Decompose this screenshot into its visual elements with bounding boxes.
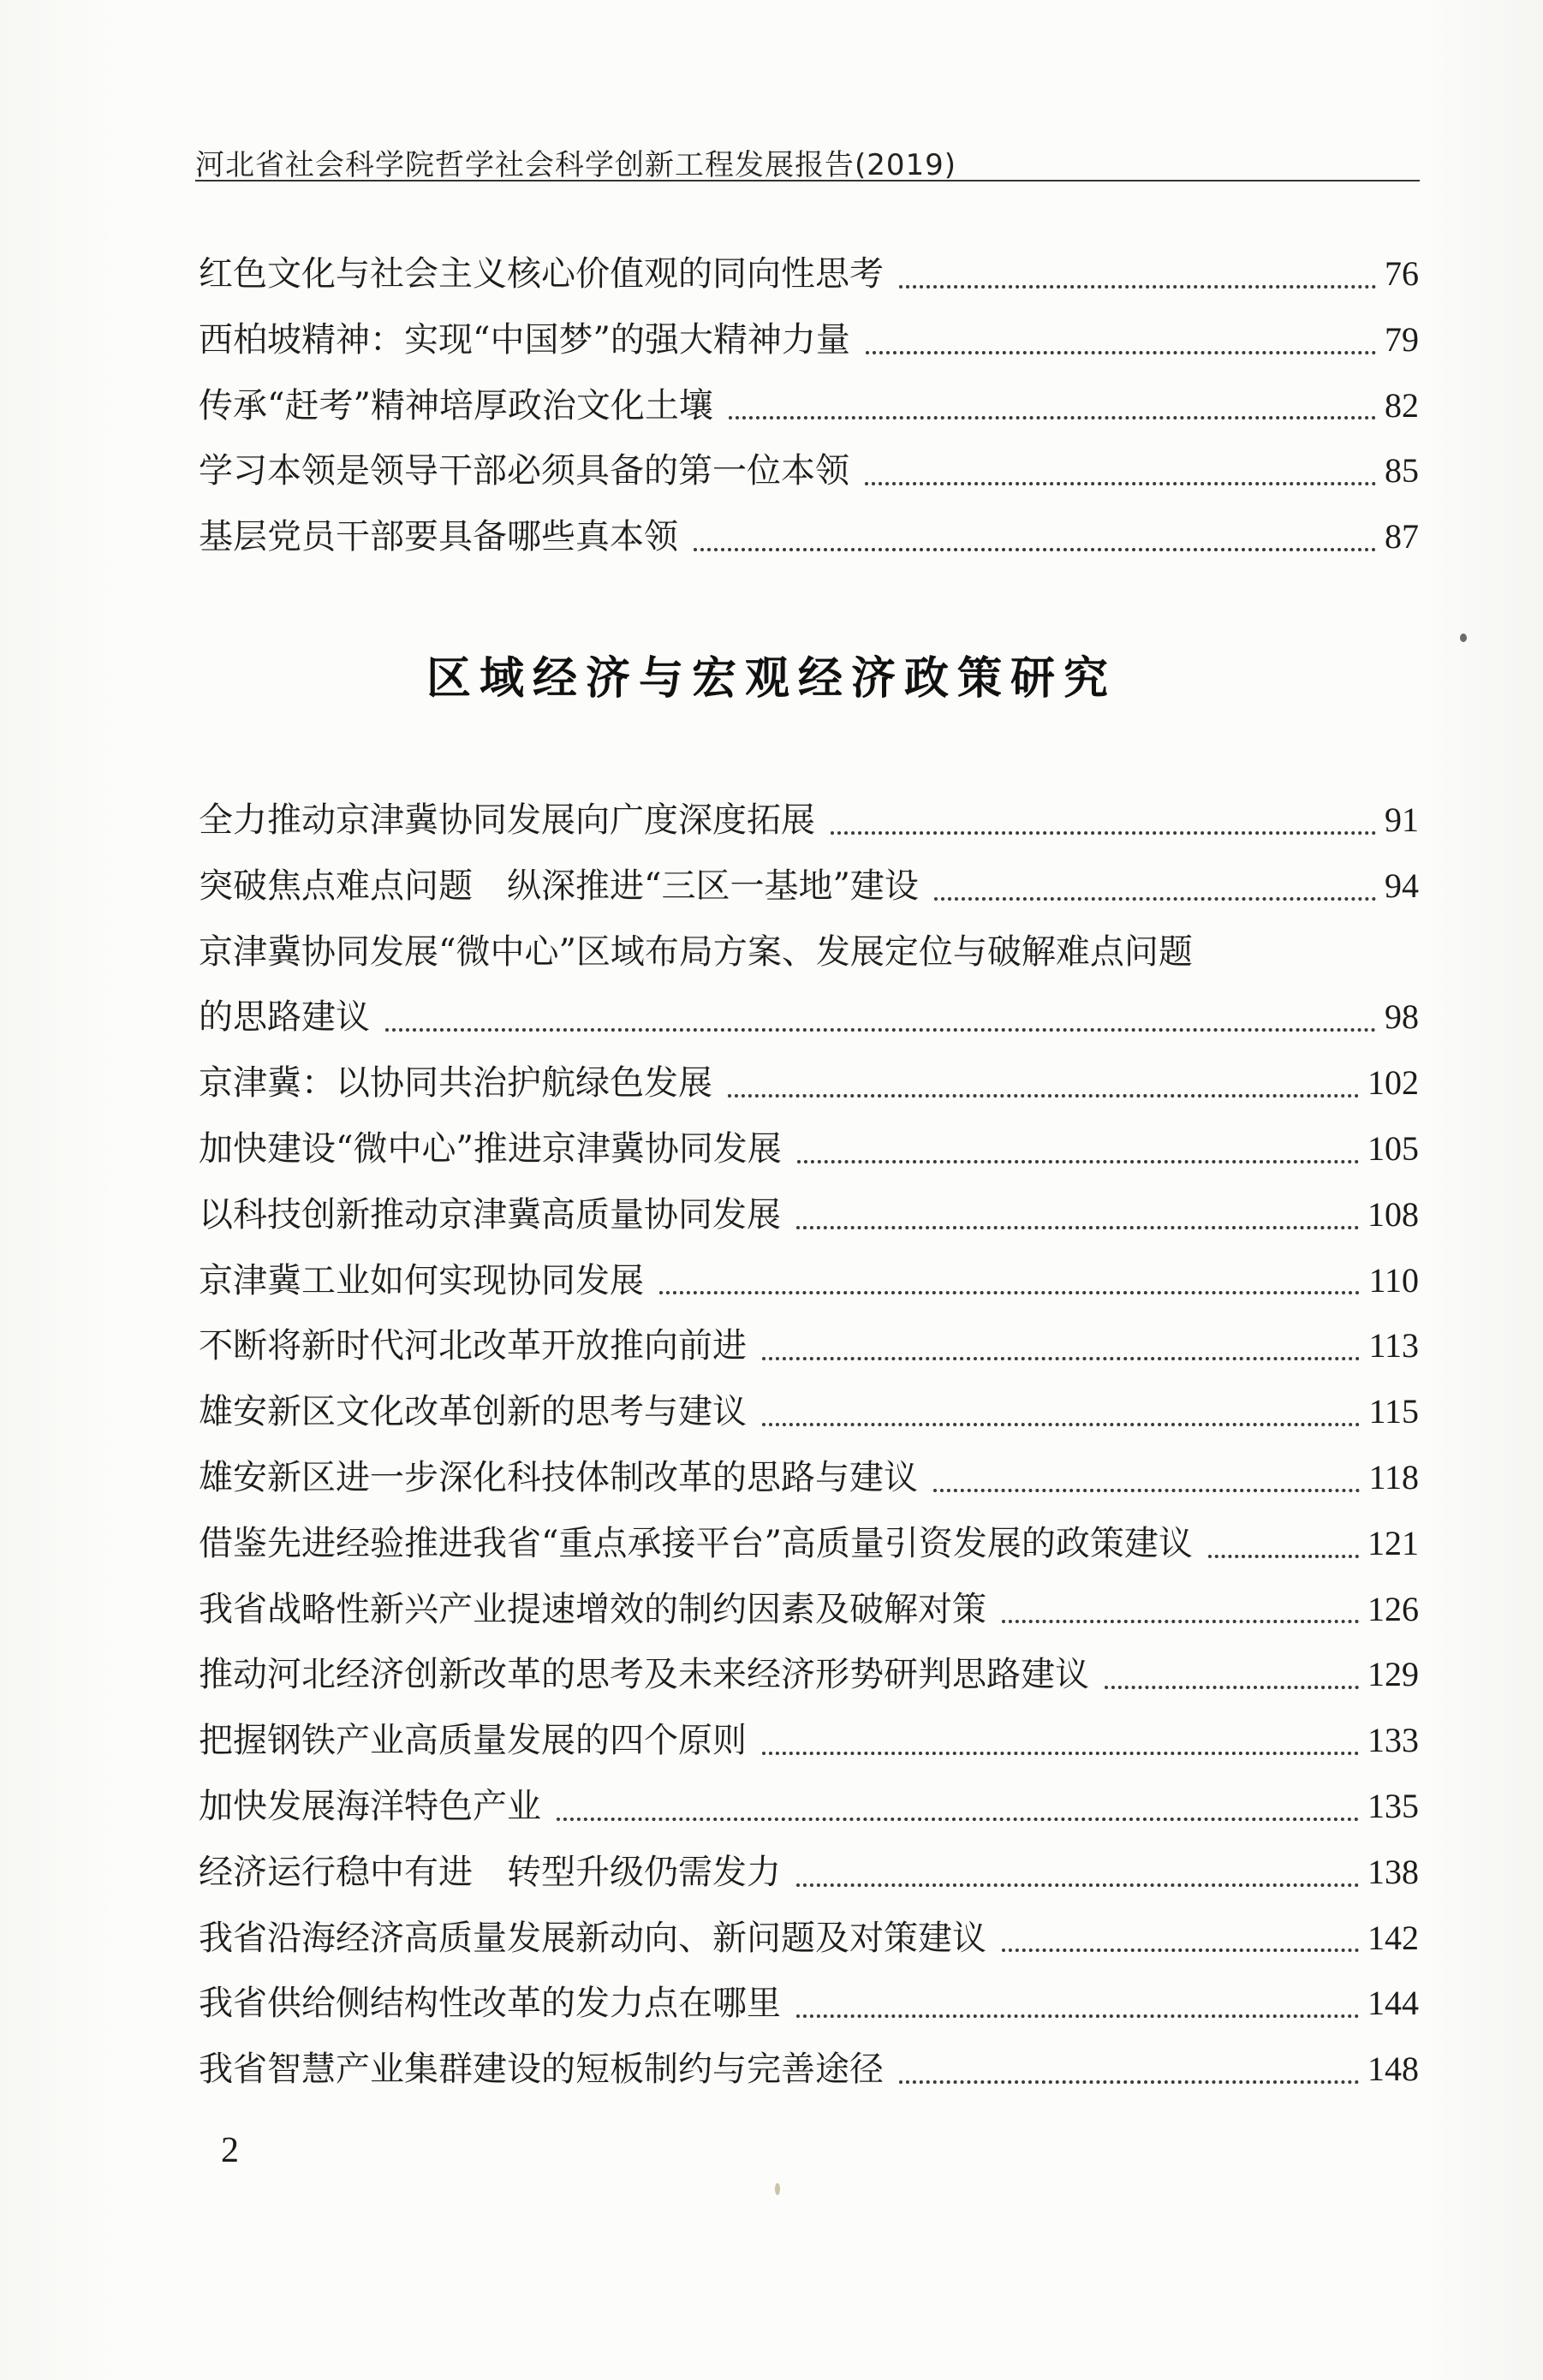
toc-entry-page: 108 bbox=[1367, 1194, 1419, 1234]
toc-entry-page: 113 bbox=[1368, 1326, 1419, 1366]
toc-entry bbox=[199, 1642, 1419, 1708]
toc-entry-title: 红色文化与社会主义核心价值观的同向性思考 bbox=[199, 254, 884, 294]
toc-entry bbox=[199, 504, 1419, 570]
toc-entry bbox=[199, 307, 1419, 373]
toc-entry-title: 经济运行稳中有进 转型升级仍需发力 bbox=[199, 1852, 781, 1892]
header-rule bbox=[195, 180, 1420, 181]
toc-entry-title: 学习本领是领导干部必须具备的第一位本领 bbox=[199, 451, 849, 491]
toc-entry bbox=[199, 1840, 1419, 1906]
dot-leader bbox=[728, 1094, 1359, 1098]
toc-entry-title: 京津冀工业如何实现协同发展 bbox=[199, 1260, 644, 1300]
toc-entry-page: 110 bbox=[1368, 1260, 1419, 1300]
toc-entry bbox=[199, 1577, 1419, 1643]
toc-entry-title: 我省供给侧结构性改革的发力点在哪里 bbox=[199, 1984, 781, 2024]
toc-entry bbox=[199, 241, 1419, 307]
toc-entry-title: 的思路建议 bbox=[199, 997, 370, 1038]
running-header: 河北省社会科学院哲学社会科学创新工程发展报告(2019) bbox=[195, 148, 957, 182]
toc-entry-title: 西柏坡精神：实现“中国梦”的强大精神力量 bbox=[199, 319, 850, 360]
toc-entry-page: 138 bbox=[1367, 1852, 1419, 1891]
scan-speck bbox=[775, 2183, 780, 2195]
toc-entry-title: 不断将新时代河北改革开放推向前进 bbox=[199, 1326, 747, 1366]
toc-entry-title: 雄安新区进一步深化科技体制改革的思路与建议 bbox=[199, 1457, 918, 1497]
toc-entry-title: 加快建设“微中心”推进京津冀协同发展 bbox=[199, 1128, 782, 1169]
section-heading: 区域经济与宏观经济政策研究 bbox=[426, 652, 1117, 705]
toc-entry-title: 传承“赶考”精神培厚政治文化土壤 bbox=[199, 385, 713, 425]
dot-leader bbox=[796, 2014, 1359, 2018]
toc-entry bbox=[199, 1379, 1419, 1445]
toc-entry-page: 105 bbox=[1367, 1128, 1419, 1168]
dot-leader bbox=[797, 1160, 1359, 1163]
toc-entry-page: 115 bbox=[1368, 1392, 1419, 1431]
dot-leader bbox=[899, 2080, 1359, 2084]
toc-entry-page: 121 bbox=[1367, 1523, 1419, 1562]
toc-entry-page: 87 bbox=[1385, 517, 1419, 556]
toc-entry-title: 突破焦点难点问题 纵深推进“三区一基地”建设 bbox=[199, 866, 919, 906]
toc-entry bbox=[199, 1445, 1419, 1511]
dot-leader bbox=[762, 1752, 1359, 1755]
dot-leader bbox=[659, 1291, 1360, 1294]
toc-entry bbox=[199, 1971, 1419, 2037]
toc-entry bbox=[199, 985, 1419, 1050]
toc-entry-title: 我省沿海经济高质量发展新动向、新问题及对策建议 bbox=[199, 1918, 986, 1958]
toc-entry-title: 借鉴先进经验推进我省“重点承接平台”高质量引资发展的政策建议 bbox=[199, 1523, 1193, 1563]
dot-leader bbox=[831, 831, 1376, 835]
toc-entry-page: 126 bbox=[1367, 1589, 1419, 1628]
toc-entry bbox=[199, 1116, 1419, 1182]
dot-leader bbox=[762, 1357, 1360, 1360]
toc-entry-title: 加快发展海洋特色产业 bbox=[199, 1786, 541, 1826]
dot-leader bbox=[796, 1883, 1359, 1887]
toc-entry bbox=[199, 1050, 1419, 1116]
toc-entry bbox=[199, 1774, 1419, 1840]
dot-leader bbox=[1208, 1555, 1359, 1558]
dot-leader bbox=[729, 416, 1376, 419]
toc-list-part1 bbox=[199, 241, 1419, 570]
toc-entry-title: 我省战略性新兴产业提速增效的制约因素及破解对策 bbox=[199, 1589, 986, 1629]
toc-entry-page: 144 bbox=[1367, 1984, 1419, 2023]
toc-entry-page: 85 bbox=[1385, 451, 1419, 491]
toc-entry-title: 雄安新区文化改革创新的思考与建议 bbox=[199, 1392, 747, 1432]
toc-entry-page: 133 bbox=[1367, 1721, 1419, 1760]
toc-entry bbox=[199, 1708, 1419, 1774]
dot-leader bbox=[934, 897, 1376, 901]
toc-entry bbox=[199, 2037, 1419, 2103]
toc-entry-page: 142 bbox=[1367, 1918, 1419, 1957]
toc-entry-page: 129 bbox=[1367, 1655, 1419, 1694]
toc-entry-title: 基层党员干部要具备哪些真本领 bbox=[199, 517, 678, 557]
toc-entry-page: 118 bbox=[1368, 1457, 1419, 1496]
dot-leader bbox=[899, 285, 1376, 289]
dot-leader bbox=[557, 1818, 1359, 1821]
toc-list-part2 bbox=[199, 788, 1419, 2103]
dot-leader bbox=[1002, 1949, 1359, 1952]
toc-entry-title: 把握钢铁产业高质量发展的四个原则 bbox=[199, 1721, 747, 1761]
toc-entry-page: 135 bbox=[1367, 1786, 1419, 1825]
scan-speck bbox=[1460, 634, 1467, 642]
toc-entry bbox=[199, 1248, 1419, 1314]
dot-leader bbox=[1002, 1620, 1359, 1623]
toc-entry-title: 京津冀：以协同共治护航绿色发展 bbox=[199, 1063, 712, 1104]
toc-entry-title: 京津冀协同发展“微中心”区域布局方案、发展定位与破解难点问题 bbox=[199, 931, 1193, 972]
toc-entry-page: 82 bbox=[1385, 385, 1419, 425]
toc-entry bbox=[199, 1182, 1419, 1248]
toc-entry-title: 我省智慧产业集群建设的短板制约与完善途径 bbox=[199, 2050, 884, 2090]
toc-entry bbox=[199, 1906, 1419, 1972]
toc-entry-page: 94 bbox=[1385, 866, 1419, 905]
toc-entry-page: 79 bbox=[1385, 319, 1419, 359]
dot-leader bbox=[865, 482, 1376, 485]
toc-entry-page: 102 bbox=[1367, 1063, 1419, 1103]
toc-entry bbox=[199, 788, 1419, 854]
toc-entry-page: 91 bbox=[1385, 800, 1419, 839]
toc-entry-page: 98 bbox=[1385, 997, 1419, 1037]
toc-entry-title: 推动河北经济创新改革的思考及未来经济形势研判思路建议 bbox=[199, 1655, 1089, 1695]
dot-leader bbox=[796, 1226, 1359, 1229]
toc-entry bbox=[199, 854, 1419, 919]
toc-entry-page: 148 bbox=[1367, 2050, 1419, 2089]
dot-leader bbox=[385, 1028, 1376, 1032]
toc-entry bbox=[199, 1511, 1419, 1577]
dot-leader bbox=[762, 1423, 1360, 1426]
dot-leader bbox=[933, 1489, 1360, 1492]
toc-entry bbox=[199, 919, 1419, 985]
dot-leader bbox=[694, 548, 1376, 551]
toc-entry bbox=[199, 438, 1419, 504]
toc-entry-page: 76 bbox=[1385, 254, 1419, 293]
dot-leader bbox=[866, 351, 1376, 354]
toc-entry bbox=[199, 1313, 1419, 1379]
dot-leader bbox=[1105, 1686, 1359, 1689]
toc-entry-title: 以科技创新推动京津冀高质量协同发展 bbox=[199, 1194, 781, 1235]
toc-entry bbox=[199, 373, 1419, 439]
page-number: 2 bbox=[221, 2131, 239, 2170]
toc-entry-title: 全力推动京津冀协同发展向广度深度拓展 bbox=[199, 800, 815, 840]
